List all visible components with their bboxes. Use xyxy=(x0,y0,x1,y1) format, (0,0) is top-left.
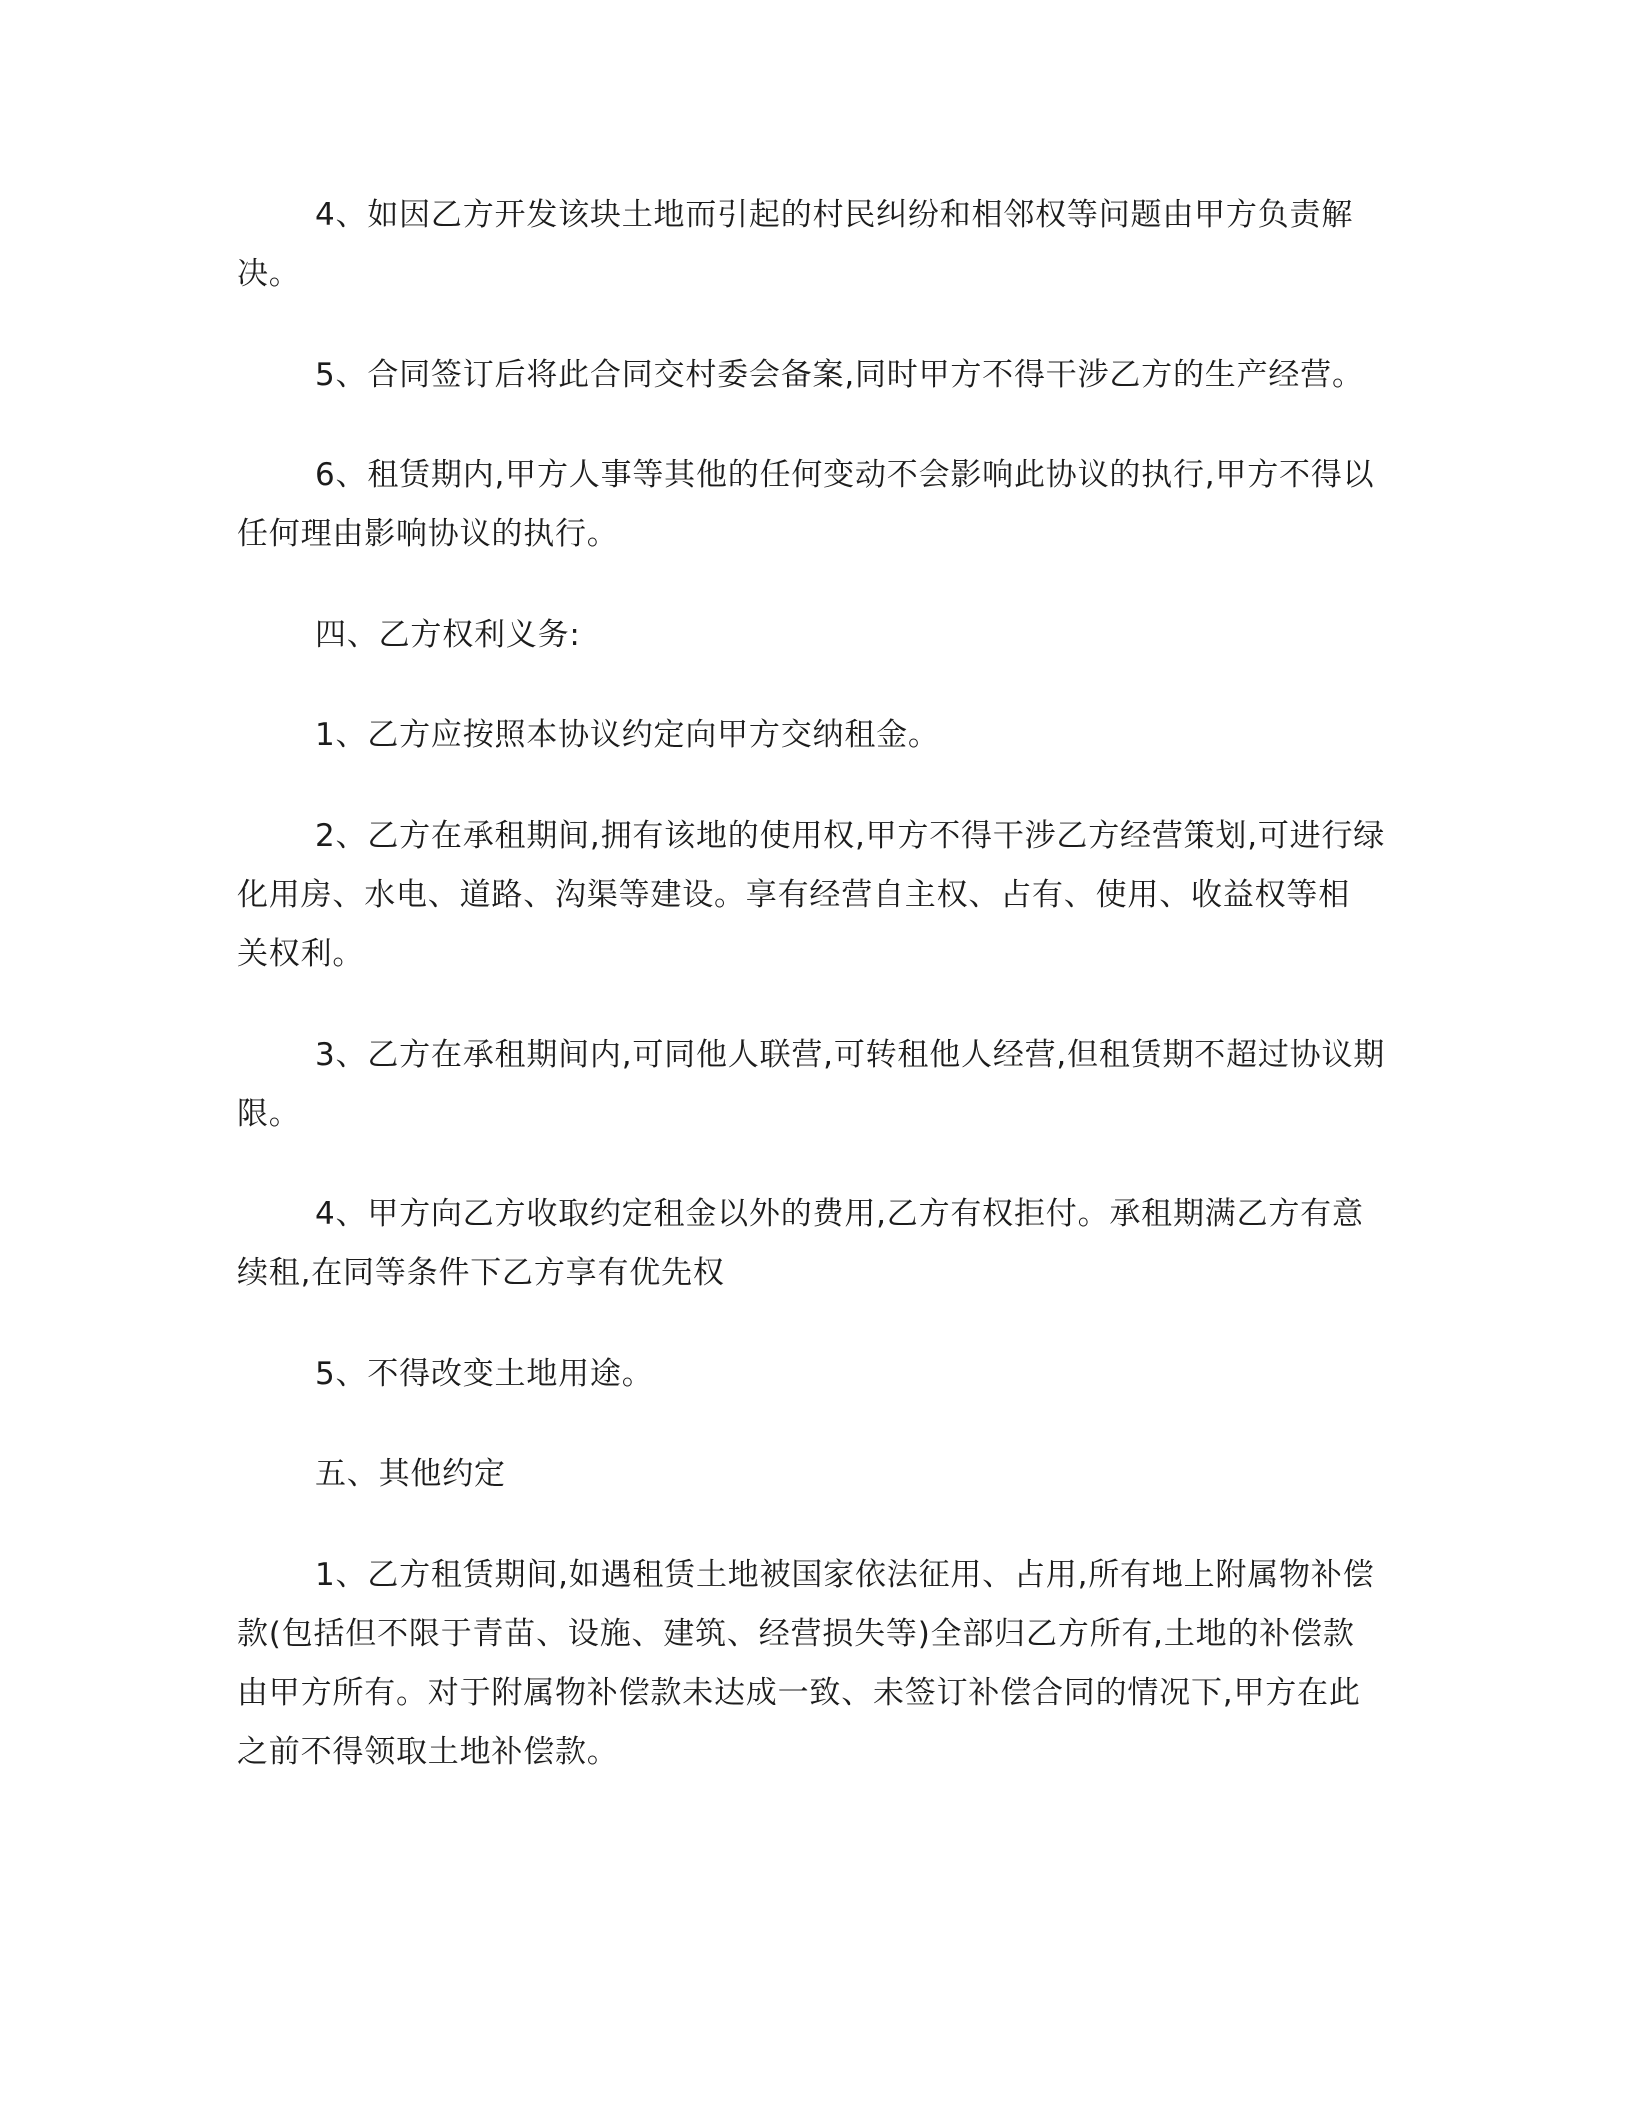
text-line: 5、不得改变土地用途。 xyxy=(315,1355,654,1392)
heading-line: 四、乙方权利义务: xyxy=(315,616,581,653)
text-line: 限。 xyxy=(237,1095,301,1132)
clause-3-5 xyxy=(237,346,1397,405)
section-heading-4 xyxy=(237,606,1397,665)
clause-4-5 xyxy=(237,1345,1397,1404)
text-line: 任何理由影响协议的执行。 xyxy=(237,516,619,553)
section-heading-5 xyxy=(237,1445,1397,1504)
text-line: 5、合同签订后将此合同交村委会备案,同时甲方不得干涉乙方的生产经营。 xyxy=(315,356,1364,393)
text-line: 4、如因乙方开发该块土地而引起的村民纠纷和相邻权等问题由甲方负责解 xyxy=(315,197,1354,233)
document-body xyxy=(237,186,1397,1824)
text-line: 4、甲方向乙方收取约定租金以外的费用,乙方有权拒付。承租期满乙方有意 xyxy=(315,1196,1364,1233)
clause-4-1 xyxy=(237,706,1397,765)
clause-3-6 xyxy=(237,446,1397,564)
text-line: 2、乙方在承租期间,拥有该地的使用权,甲方不得干涉乙方经营策划,可进行绿 xyxy=(315,817,1386,854)
heading-line: 五、其他约定 xyxy=(315,1456,506,1493)
text-line: 6、租赁期内,甲方人事等其他的任何变动不会影响此协议的执行,甲方不得以 xyxy=(315,457,1375,494)
clause-4-3 xyxy=(237,1026,1397,1144)
clause-5-1 xyxy=(237,1546,1397,1782)
clause-3-4 xyxy=(237,186,1397,304)
text-line: 续租,在同等条件下乙方享有优先权 xyxy=(237,1255,725,1292)
text-line: 关权利。 xyxy=(237,935,365,972)
text-line: 1、乙方应按照本协议约定向甲方交纳租金。 xyxy=(315,717,940,754)
clause-4-4 xyxy=(237,1185,1397,1303)
text-line: 化用房、水电、道路、沟渠等建设。享有经营自主权、占有、使用、收益权等相 xyxy=(237,876,1350,913)
text-line: 款(包括但不限于青苗、设施、建筑、经营损失等)全部归乙方所有,土地的补偿款 xyxy=(237,1615,1355,1652)
text-line: 3、乙方在承租期间内,可同他人联营,可转租他人经营,但租赁期不超过协议期 xyxy=(315,1036,1386,1073)
text-line: 之前不得领取土地补偿款。 xyxy=(237,1733,619,1770)
text-line: 由甲方所有。对于附属物补偿款未达成一致、未签订补偿合同的情况下,甲方在此 xyxy=(237,1674,1361,1711)
text-line: 决。 xyxy=(237,256,301,292)
text-line: 1、乙方租赁期间,如遇租赁土地被国家依法征用、占用,所有地上附属物补偿 xyxy=(315,1556,1375,1593)
clause-4-2 xyxy=(237,807,1397,984)
